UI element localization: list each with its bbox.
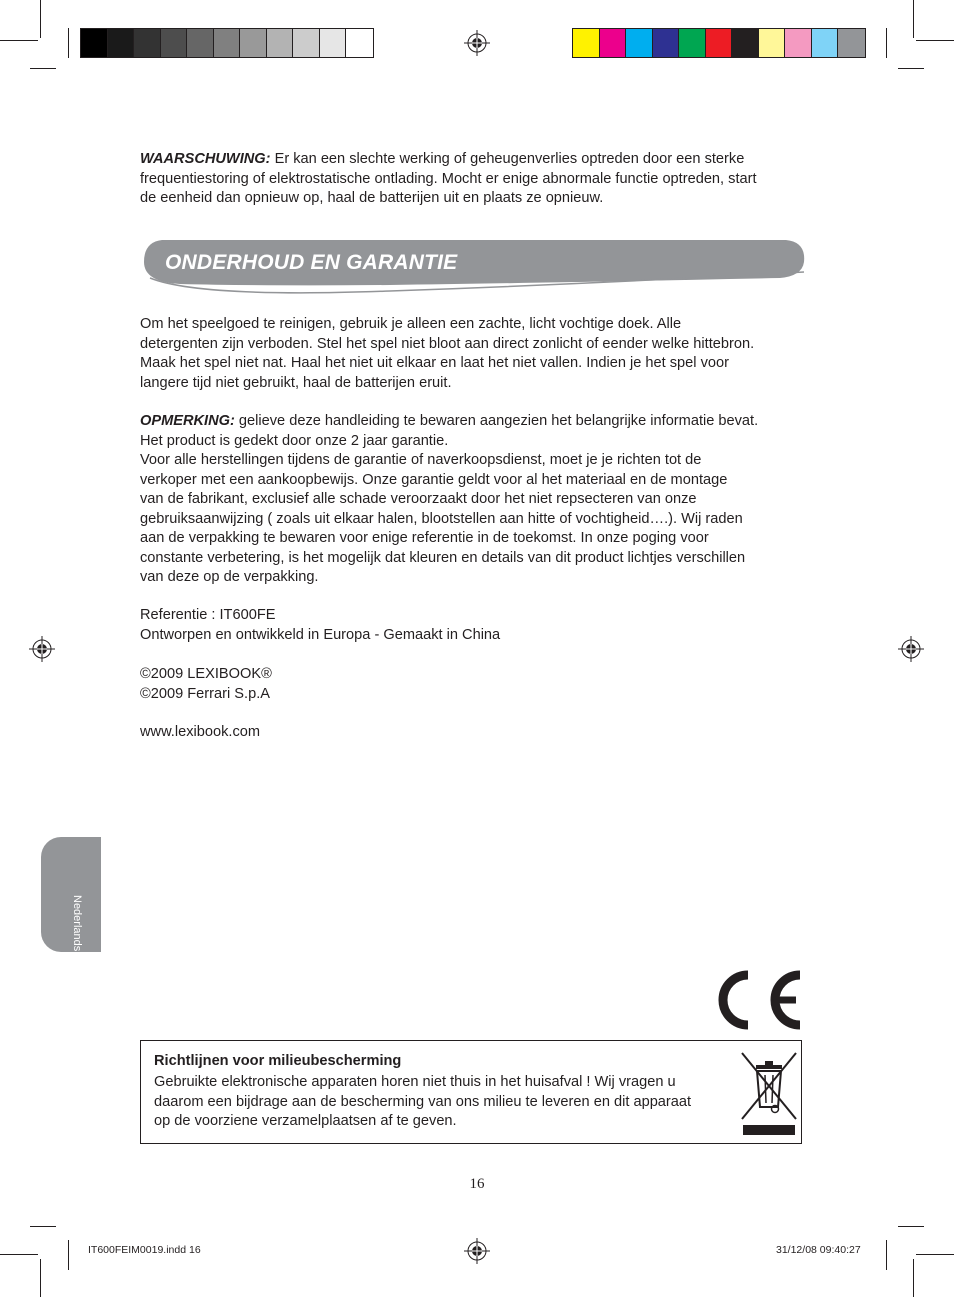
environment-line: op de voorziene verzamelplaatsen af te geven.: [154, 1113, 457, 1129]
note-line: verkoper met een aankoopbewijs. Onze garantie geldt voor al het materiaal en de montage: [140, 471, 728, 488]
reference-origin: Ontworpen en ontwikkeld in Europa - Gemaakt in China: [140, 626, 501, 643]
environment-line: daarom een bijdrage aan de bescherming van ons milieu te leveren en dit apparaat: [154, 1093, 692, 1110]
copyright-ferrari: ©2009 Ferrari S.p.A: [140, 685, 270, 702]
grayscale-swatch: [346, 29, 373, 57]
color-swatch: [600, 29, 627, 57]
environment-line: Gebruikte elektronische apparaten horen niet thuis in het huisafval ! Wij vragen u: [154, 1074, 676, 1090]
warning-label: WAARSCHUWING:: [140, 151, 271, 167]
note-line: constante verbetering, is het mogelijk dat kleuren en details van dit product lichtjes verschillen: [140, 549, 746, 566]
environment-notice-box: [140, 1040, 802, 1144]
note-paragraph: [140, 412, 805, 588]
ce-mark-icon: [710, 966, 804, 1034]
warning-line: Er kan een slechte werking of geheugenverlies optreden door een sterke: [270, 151, 745, 167]
color-swatch: [812, 29, 839, 57]
note-line: Voor alle herstellingen tijdens de garantie of naverkoopsdienst, moet je je richten tot de: [140, 452, 702, 468]
color-swatch: [785, 29, 812, 57]
care-line: langere tijd niet gebruikt, haal de batterijen eruit.: [140, 374, 452, 391]
care-line: Maak het spel niet nat. Haal het niet uit elkaar en laat het niet vallen. Indien je het spel voor: [140, 355, 729, 371]
grayscale-calibration-bar: [80, 28, 374, 58]
registration-mark-icon: [464, 30, 490, 56]
care-paragraph: [140, 315, 805, 393]
grayscale-swatch: [161, 29, 188, 57]
grayscale-swatch: [320, 29, 347, 57]
color-swatch: [838, 29, 865, 57]
warning-line: de eenheid dan opnieuw op, haal de batterijen uit en plaats ze opnieuw.: [140, 190, 604, 206]
registration-mark-icon: [898, 636, 924, 662]
care-line: Om het speelgoed te reinigen, gebruik je alleen een zachte, licht vochtige doek. Alle: [140, 316, 682, 332]
grayscale-swatch: [240, 29, 267, 57]
color-swatch: [626, 29, 653, 57]
environment-title: Richtlijnen voor milieubescherming: [154, 1053, 402, 1069]
reference-code: Referentie : IT600FE: [140, 607, 276, 623]
care-line: detergenten zijn verboden. Stel het spel niet bloot aan direct zonlicht of eender welke hittebron.: [140, 335, 755, 352]
grayscale-swatch: [267, 29, 294, 57]
language-label: Nederlands: [71, 895, 83, 952]
color-swatch: [653, 29, 680, 57]
copyright-block: [140, 665, 805, 704]
section-heading: [140, 238, 808, 300]
color-swatch: [706, 29, 733, 57]
copyright-lexibook: ©2009 LEXIBOOK®: [140, 666, 272, 682]
crossed-out-wheelie-bin-icon: [739, 1051, 799, 1137]
warning-paragraph: [140, 150, 805, 209]
color-swatch: [573, 29, 600, 57]
registration-mark-icon: [29, 636, 55, 662]
note-line: gebruiksaanwijzing ( zoals uit elkaar halen, blootstellen aan hitte of vochtigheid….). Wij raden: [140, 510, 743, 527]
grayscale-swatch: [293, 29, 320, 57]
note-line: gelieve deze handleiding te bewaren aangezien het belangrijke informatie bevat.: [234, 413, 759, 429]
grayscale-swatch: [81, 29, 108, 57]
website-link[interactable]: www.lexibook.com: [140, 724, 261, 740]
website-block: [140, 723, 805, 743]
note-line: aan de verpakking te bewaren voor enige referentie in de toekomst. In onze poging voor: [140, 530, 709, 546]
note-line: Het product is gedekt door onze 2 jaar garantie.: [140, 432, 449, 449]
note-line: van deze op de verpakking.: [140, 569, 319, 585]
grayscale-swatch: [108, 29, 135, 57]
note-line: van de fabrikant, exclusief alle schade veroorzaakt door het niet repsecteren van onze: [140, 491, 697, 507]
note-label: OPMERKING:: [140, 413, 235, 429]
registration-mark-icon: [464, 1238, 490, 1264]
language-side-tab: [41, 837, 101, 952]
reference-block: [140, 606, 805, 645]
warning-line: frequentiestoring of elektrostatische ontlading. Mocht er enige abnormale functie optreden, start: [140, 170, 757, 187]
color-calibration-bar: [572, 28, 866, 58]
grayscale-swatch: [187, 29, 214, 57]
slug-datetime: 31/12/08 09:40:27: [776, 1244, 861, 1256]
section-title: ONDERHOUD EN GARANTIE: [165, 251, 458, 274]
slug-filename: IT600FEIM0019.indd 16: [88, 1244, 201, 1256]
grayscale-swatch: [214, 29, 241, 57]
color-swatch: [759, 29, 786, 57]
grayscale-swatch: [134, 29, 161, 57]
color-swatch: [679, 29, 706, 57]
page-number: 16: [469, 1176, 485, 1192]
color-swatch: [732, 29, 759, 57]
environment-text: [154, 1073, 744, 1132]
